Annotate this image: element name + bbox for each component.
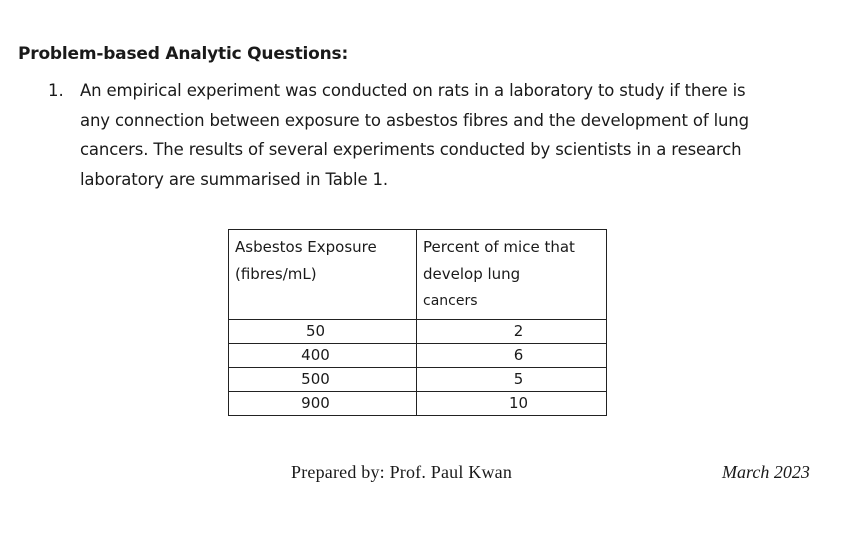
question-1 — [48, 76, 828, 194]
table-row — [229, 392, 607, 416]
question-line: any connection between exposure to asbestos fibres and the development of lung — [80, 110, 749, 130]
header-percent-mice — [417, 230, 607, 320]
header-right-line1: Percent of mice that — [423, 238, 575, 256]
exposure-cell: 900 — [229, 392, 417, 416]
document-date: March 2023 — [722, 462, 810, 482]
header-right-line2: develop lung — [423, 265, 521, 283]
asbestos-data-table — [228, 229, 607, 416]
table-row — [229, 320, 607, 344]
table-row — [229, 344, 607, 368]
header-right-line3: cancers — [423, 293, 478, 309]
question-line: An empirical experiment was conducted on rats in a laboratory to study if there is — [80, 81, 746, 100]
question-text — [80, 76, 828, 194]
percent-cell: 10 — [417, 392, 607, 416]
table-header-row — [229, 230, 607, 320]
percent-cell: 6 — [417, 344, 607, 368]
question-line: cancers. The results of several experiments conducted by scientists in a research — [80, 140, 742, 159]
header-left-line2: (fibres/mL) — [235, 265, 317, 283]
percent-cell: 2 — [417, 320, 607, 344]
header-asbestos-exposure — [229, 230, 417, 320]
section-heading: Problem-based Analytic Questions: — [18, 44, 349, 64]
question-number: 1. — [48, 81, 64, 100]
exposure-cell: 400 — [229, 344, 417, 368]
prepared-by: Prepared by: Prof. Paul Kwan — [291, 462, 513, 482]
question-line: laboratory are summarised in Table 1. — [80, 169, 388, 189]
exposure-cell: 50 — [229, 320, 417, 344]
header-left-line1: Asbestos Exposure — [235, 238, 377, 256]
table-row — [229, 368, 607, 392]
percent-cell: 5 — [417, 368, 607, 392]
exposure-cell: 500 — [229, 368, 417, 392]
